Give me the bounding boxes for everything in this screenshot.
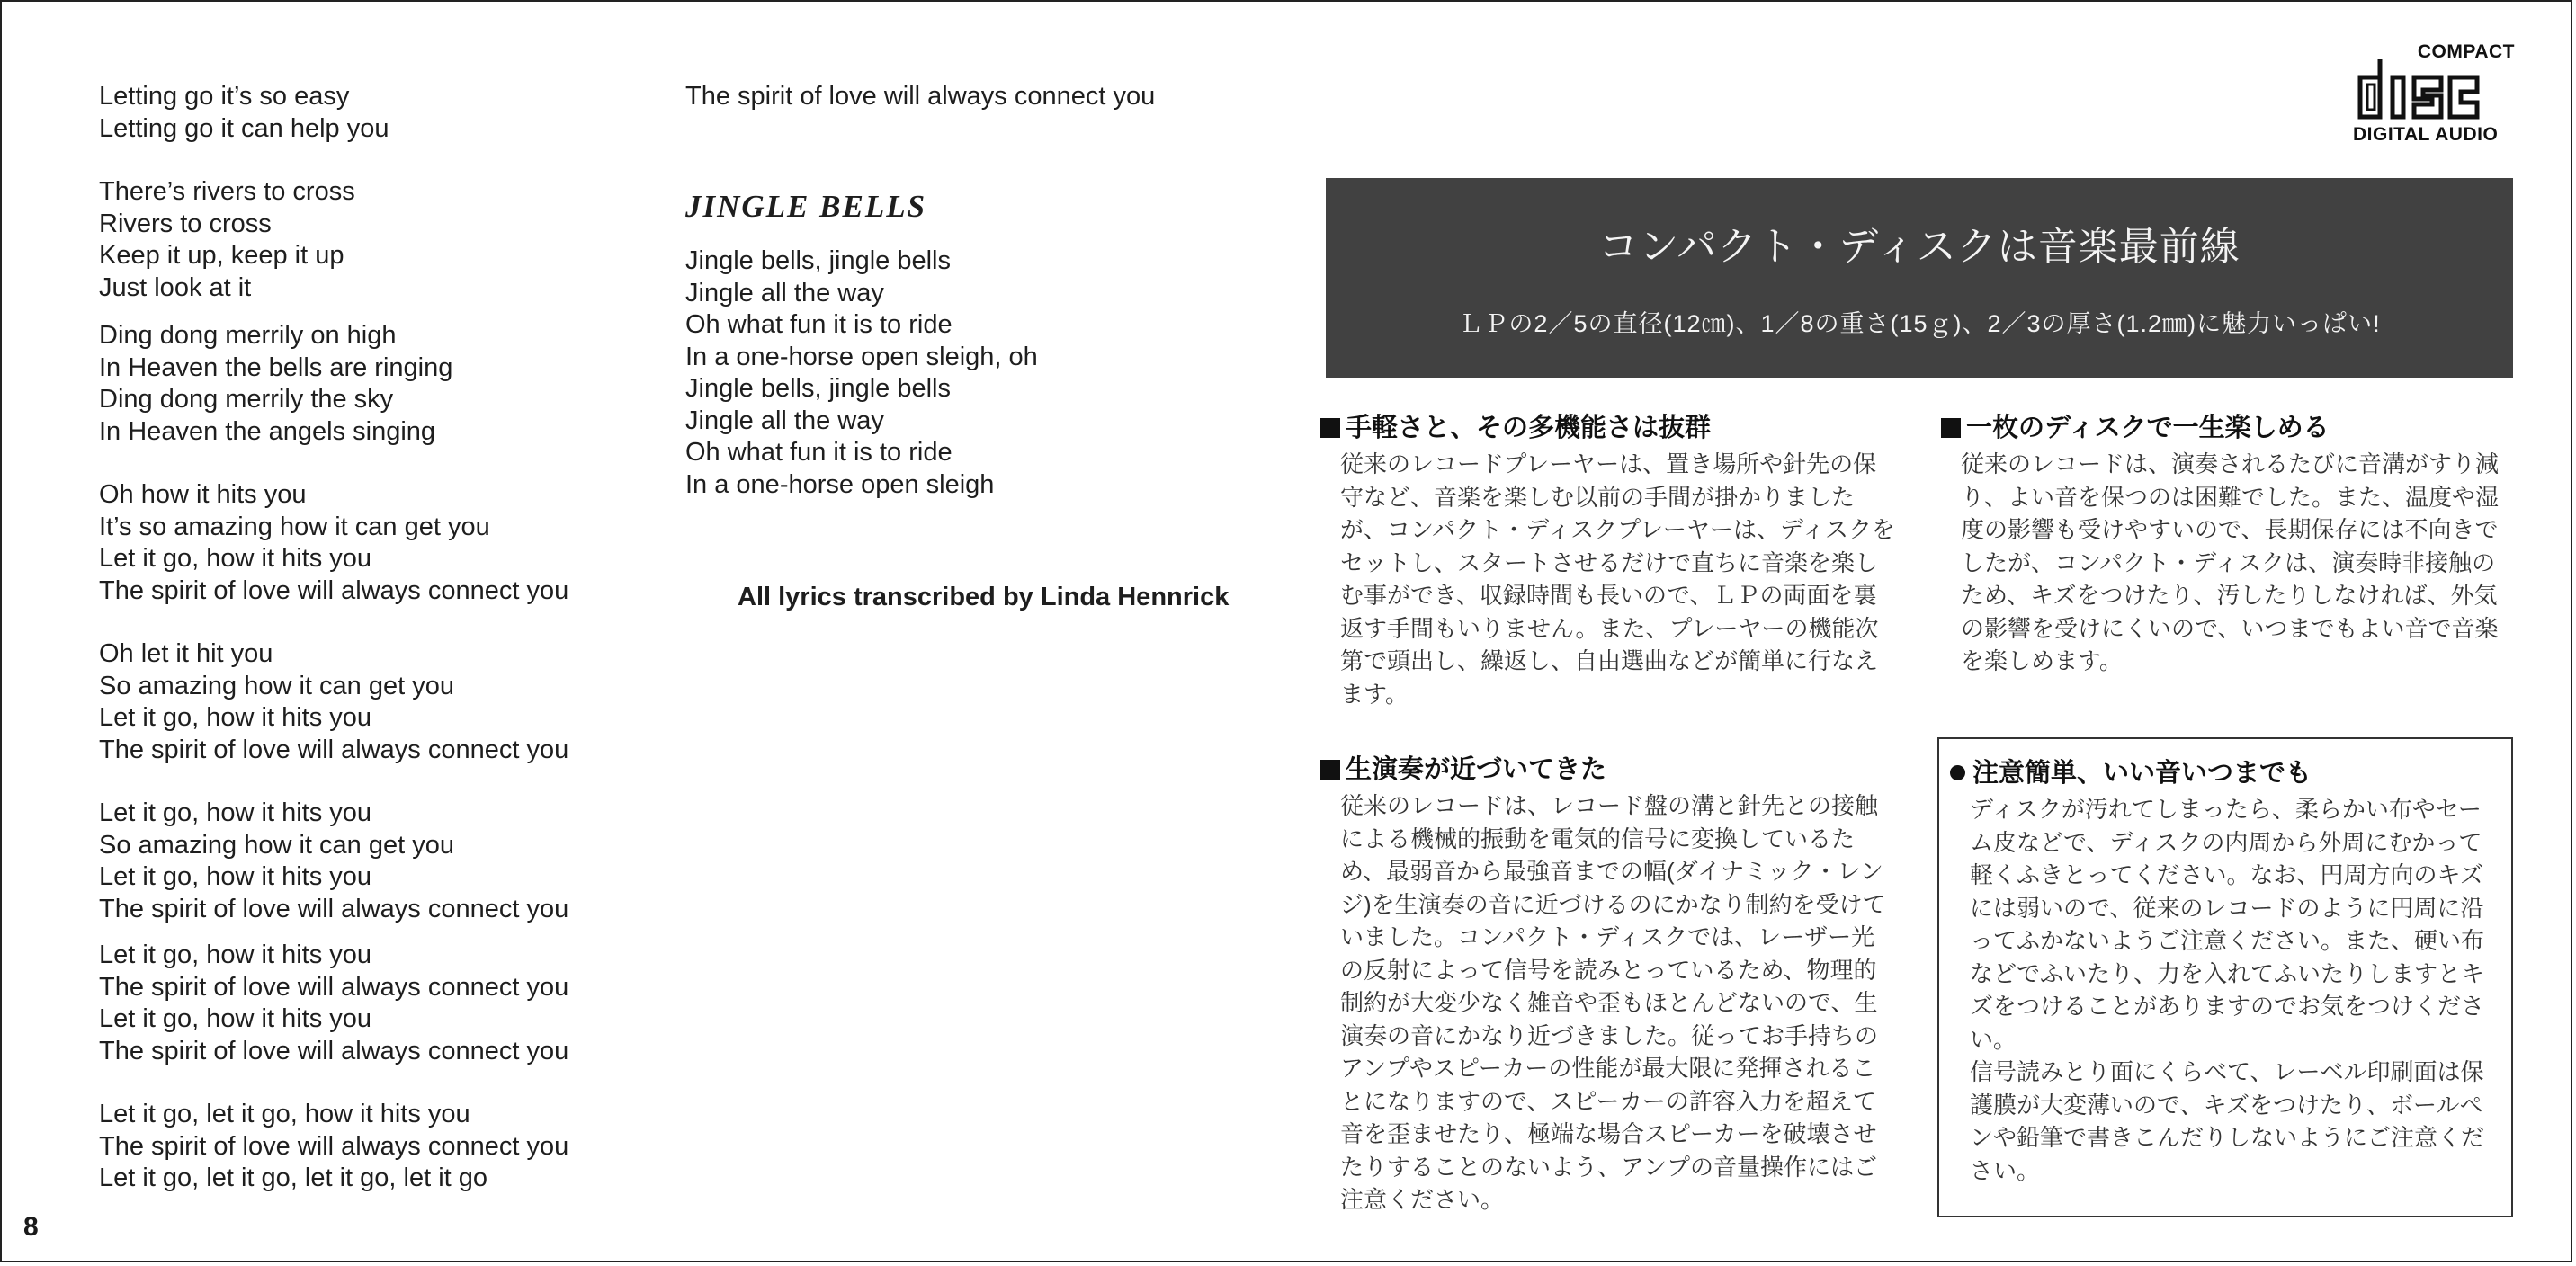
lyric-line: The spirit of love will always connect you <box>99 1036 569 1065</box>
lyric-line: Ding dong merrily the sky <box>99 385 394 414</box>
lyric-line: Let it go, let it go, let it go, let it go <box>99 1163 488 1192</box>
lyric-line: So amazing how it can get you <box>99 671 454 700</box>
section-body: 従来のレコードプレーヤーは、置き場所や針先の保守など、音楽を楽しむ以前の手間が掛かりましたが、コンパクト・ディスクプレーヤーは、ディスクをセットし、スタートさせるだけで直ちに音楽を楽しむ事ができ、収録時間も長いので、ＬＰの両面を裏返す手間もいりません。また、プレーヤーの機能次第で頭出し、繰返し、自由選曲などが簡単に行なえます。 <box>1340 450 1895 708</box>
lyric-line: Let it go, let it go, how it hits you <box>99 1100 470 1128</box>
round-bullet-icon <box>1950 765 1965 780</box>
lyrics-column-left <box>99 81 568 1195</box>
stanza <box>99 320 568 448</box>
lyric-line: Keep it up, keep it up <box>99 241 344 270</box>
banner-subtitle: ＬＰの2／5の直径(12㎝)、1／8の重さ(15ｇ)、2／3の厚さ(1.2㎜)に魅力いっぱい! <box>1458 310 2381 337</box>
lyric-line: The spirit of love will always connect you <box>685 82 1156 111</box>
care-notice-box <box>1937 737 2513 1217</box>
section-live-sound <box>1320 753 1896 1217</box>
lyric-line: Oh let it hit you <box>99 639 273 668</box>
lyric-line: The spirit of love will always connect you <box>99 1131 569 1161</box>
lyric-line: It’s so amazing how it can get you <box>99 512 490 541</box>
lyric-line: Let it go, how it hits you <box>99 703 372 732</box>
lyric-line: The spirit of love will always connect you <box>99 972 569 1002</box>
square-bullet-icon <box>1320 760 1340 780</box>
lyric-line: Letting go it can help you <box>99 113 389 143</box>
care-heading-text: 注意簡単、いい音いつまでも <box>1972 759 2312 788</box>
lyric-line: Let it go, how it hits you <box>99 544 372 573</box>
lyric-line: Jingle all the way <box>685 406 884 435</box>
banner-title: コンパクト・ディスクは音楽最前線 <box>1598 225 2241 269</box>
lyric-line: Let it go, how it hits you <box>99 798 372 827</box>
lyric-line: There’s rivers to cross <box>99 177 355 206</box>
stanza <box>99 479 568 607</box>
care-body-1: ディスクが汚れてしまったら、柔らかい布やセーム皮などで、ディスクの内周から外周にむかって軽くふきとってください。なお、円周方向のキズには弱いので、従来のレコードのように円周に沿ってふかないようご注意ください。また、硬い布などでふいたり、力を入れてふいたりしますとキズをつけることがありますのでお気をつけください。 <box>1970 796 2485 1053</box>
section-heading-text: 手軽さと、その多機能さは抜群 <box>1346 414 1712 442</box>
lyric-line: Rivers to cross <box>99 209 272 238</box>
lyric-line: In a one-horse open sleigh <box>685 469 995 499</box>
stanza <box>99 176 568 304</box>
stanza <box>99 81 568 145</box>
stanza <box>99 798 568 925</box>
song-title: JINGLE BELLS <box>685 188 927 224</box>
lyric-line: Jingle bells, jingle bells <box>685 374 951 403</box>
lyric-line: Oh how it hits you <box>99 480 307 509</box>
lyric-line: Let it go, how it hits you <box>99 941 372 969</box>
lyric-line: In Heaven the bells are ringing <box>99 352 453 382</box>
lyrics-column-middle <box>685 81 1229 614</box>
lyric-line: The spirit of love will always connect you <box>99 894 569 923</box>
lyric-line: Ding dong merrily on high <box>99 321 397 350</box>
lyric-line: Just look at it <box>99 272 252 302</box>
compact-disc-logo <box>2349 40 2515 146</box>
stanza <box>99 940 568 1067</box>
lyric-line: Let it go, how it hits you <box>99 1004 372 1033</box>
logo-compact-text: COMPACT <box>2417 41 2515 62</box>
section-body: 従来のレコードは、レコード盤の溝と針先との接触による機械的振動を電気的信号に変換しているため、最弱音から最強音までの幅(ダイナミック・レンジ)を生演奏の音に近づけるのにかなり制約を受けていました。コンパクト・ディスクでは、レーザー光の反射によって信号を読みとっているため、物理的制約が大変少なく雑音や歪もほとんどないので、生演奏の音にかなり近づきました。従ってお手持ちのアンプやスピーカーの性能が最大限に発揮されることになりますので、スピーカーの許容入力を超えて音を歪ませたり、極端な場合スピーカーを破壊させたりすることのないよう、アンプの音量操作にはご注意ください。 <box>1340 792 1886 1213</box>
section-body: 従来のレコードは、演奏されるたびに音溝がすり減り、よい音を保つのは困難でした。また、温度や湿度の影響も受けやすいので、長期保存には不向きでしたが、コンパクト・ディスクは、演奏時非接触のため、キズをつけたり、汚したりしなければ、外気の影響を受けにくいので、いつまでもよい音で音楽を楽しめます。 <box>1961 450 2500 674</box>
stanza <box>99 1099 568 1195</box>
lyric-line: The spirit of love will always connect you <box>99 735 569 764</box>
care-body-2: 信号読みとり面にくらべて、レーベル印刷面は保護膜が大変薄いので、キズをつけたり、ボールペンや鉛筆で書きこんだりしないようにご注意ください。 <box>1970 1058 2485 1184</box>
section-convenience <box>1320 412 1896 710</box>
lyrics-credit: All lyrics transcribed by Linda Hennrick <box>738 583 1230 611</box>
lyric-line: Jingle all the way <box>685 278 884 308</box>
disc-wordmark-icon <box>2353 47 2511 122</box>
lyric-line: In Heaven the angels singing <box>99 416 436 446</box>
section-heading-text: 一枚のディスクで一生楽しめる <box>1966 414 2330 442</box>
headline-banner <box>1326 178 2513 378</box>
logo-digital-audio-text: DIGITAL AUDIO <box>2353 124 2499 145</box>
lyric-line: So amazing how it can get you <box>99 830 454 860</box>
page-number: 8 <box>23 1212 39 1242</box>
section-heading <box>1320 412 1896 444</box>
lyric-line: Oh what fun it is to ride <box>685 310 953 339</box>
section-heading-text: 生演奏が近づいてきた <box>1346 755 1607 784</box>
lyric-line: In a one-horse open sleigh, oh <box>685 342 1038 371</box>
stanza <box>99 638 568 766</box>
lyric-line: The spirit of love will always connect you <box>99 575 569 605</box>
square-bullet-icon <box>1320 418 1340 438</box>
square-bullet-icon <box>1941 418 1961 438</box>
lyric-line: Oh what fun it is to ride <box>685 438 953 467</box>
lyric-line: Let it go, how it hits you <box>99 862 372 891</box>
section-lifetime <box>1941 412 2517 678</box>
lyric-line: Letting go it’s so easy <box>99 82 350 111</box>
care-heading <box>1950 757 2493 789</box>
section-heading <box>1941 412 2517 444</box>
section-heading <box>1320 753 1896 786</box>
lyric-line: Jingle bells, jingle bells <box>685 246 951 275</box>
